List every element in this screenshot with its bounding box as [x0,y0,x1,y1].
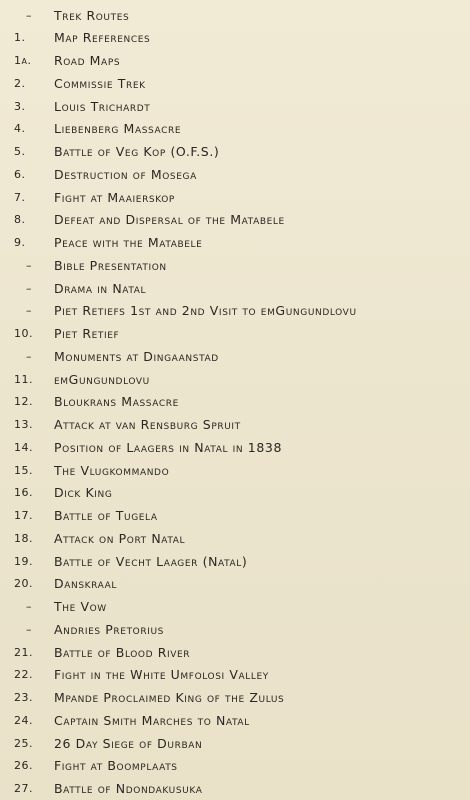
entry-number: 1. [14,31,26,45]
list-item [0,687,470,709]
entry-title: emGungundlovu [54,371,150,387]
entry-number: 21. [14,645,33,659]
entry-number: 20. [14,577,33,591]
list-item [0,414,470,436]
entry-number: 10. [14,327,33,340]
entry-title: 26 Day Siege of Durban [54,735,203,751]
entry-number: 25. [14,736,33,750]
entry-title: Position of Laagers in Natal in 1838 [54,439,283,455]
entry-title: Fight at Boomplaats [54,758,178,774]
entry-title: Battle of Vecht Laager (Natal) [54,553,248,569]
entry-number: 22. [14,668,33,682]
list-item [0,778,470,800]
list-item [0,186,470,208]
entry-number: 24. [14,713,33,727]
entry-number: 15. [14,463,33,477]
entry-number: – [26,8,32,22]
entry-title: Battle of Tugela [54,508,158,523]
entry-number: – [26,258,32,272]
entry-number: – [26,304,32,318]
list-item [0,709,470,731]
entry-title: Battle of Blood River [54,644,191,660]
entry-title: The Vow [54,599,107,614]
entry-title: Peace with the Matabele [54,235,203,250]
entry-title: Defeat and Dispersal of the Matabele [54,212,285,228]
list-item [0,72,470,94]
entry-number: 9. [14,236,26,249]
list-item [0,459,470,481]
entry-number: 12. [14,395,33,409]
entry-number: – [26,349,32,363]
entry-number: 4. [14,122,26,136]
entry-number: 11. [14,372,33,386]
list-item [0,50,470,72]
list-item [0,618,470,640]
list-item [0,209,470,231]
list-item [0,368,470,390]
entry-title: Mpande Proclaimed King of the Zulus [54,690,285,705]
entry-number: 7. [14,190,26,204]
entry-title: Battle of Ndondakusuka [54,781,203,796]
entry-title: Road Maps [54,53,121,68]
list-item [0,254,470,276]
entry-title: Captain Smith Marches to Natal [54,712,250,728]
list-item [0,345,470,367]
entry-title: Attack on Port Natal [54,530,186,546]
entry-number: 16. [14,486,33,500]
list-item [0,27,470,49]
list-item [0,436,470,458]
list-item [0,641,470,663]
entry-number: 6. [14,167,26,181]
entry-number: 23. [14,691,33,704]
entry-title: Destruction of Mosega [54,166,197,182]
entry-number: 5. [14,145,26,158]
entry-title: Fight at Maaierskop [54,189,175,205]
entry-title: Drama in Natal [54,280,147,296]
list-item [0,755,470,777]
entry-title: Piet Retiefs 1st and 2nd Visit to emGungundlovu [54,303,357,319]
entry-title: Louis Trichardt [54,98,151,114]
list-item [0,664,470,686]
list-item [0,527,470,549]
entry-title: Andries Pretorius [54,621,164,637]
entry-number: 2. [14,76,26,90]
list-item [0,4,470,26]
list-item [0,573,470,595]
list-item [0,232,470,254]
entry-title: Monuments at Dingaanstad [54,348,219,364]
list-item [0,732,470,754]
list-item [0,277,470,299]
entry-number: 19. [14,554,33,568]
list-item [0,482,470,504]
entry-number: – [26,600,32,613]
entry-title: Trek Routes [54,7,130,23]
entry-title: Battle of Veg Kop (O.F.S.) [54,144,220,159]
entry-title: Map References [54,30,151,46]
entry-title: Bible Presentation [54,257,167,273]
entry-title: Piet Retief [54,326,120,341]
entry-number: 13. [14,418,33,431]
entry-number: 18. [14,531,33,545]
entry-title: Attack at van Rensburg Spruit [54,417,241,432]
entry-number: 26. [14,759,33,773]
list-item [0,118,470,140]
entry-number: 1a. [14,54,32,67]
entry-title: Liebenberg Massacre [54,121,182,137]
entry-title: Bloukrans Massacre [54,394,179,410]
list-item [0,300,470,322]
entry-number: 17. [14,509,33,522]
entry-number: 3. [14,99,26,113]
entry-title: Dick King [54,485,113,501]
entry-number: 8. [14,213,26,227]
list-item [0,141,470,163]
entry-title: Danskraal [54,576,117,592]
list-item [0,596,470,618]
list-item [0,163,470,185]
entry-number: – [26,622,32,636]
list-item [0,391,470,413]
list-item [0,95,470,117]
list-item [0,323,470,345]
entry-number: – [26,281,32,295]
entry-title: The Vlugkommando [54,462,170,478]
entry-number: 14. [14,440,33,454]
entry-number: 27. [14,782,33,795]
list-item [0,505,470,527]
list-item [0,550,470,572]
entry-title: Fight in the White Umfolosi Valley [54,667,269,683]
entry-title: Commissie Trek [54,75,146,91]
